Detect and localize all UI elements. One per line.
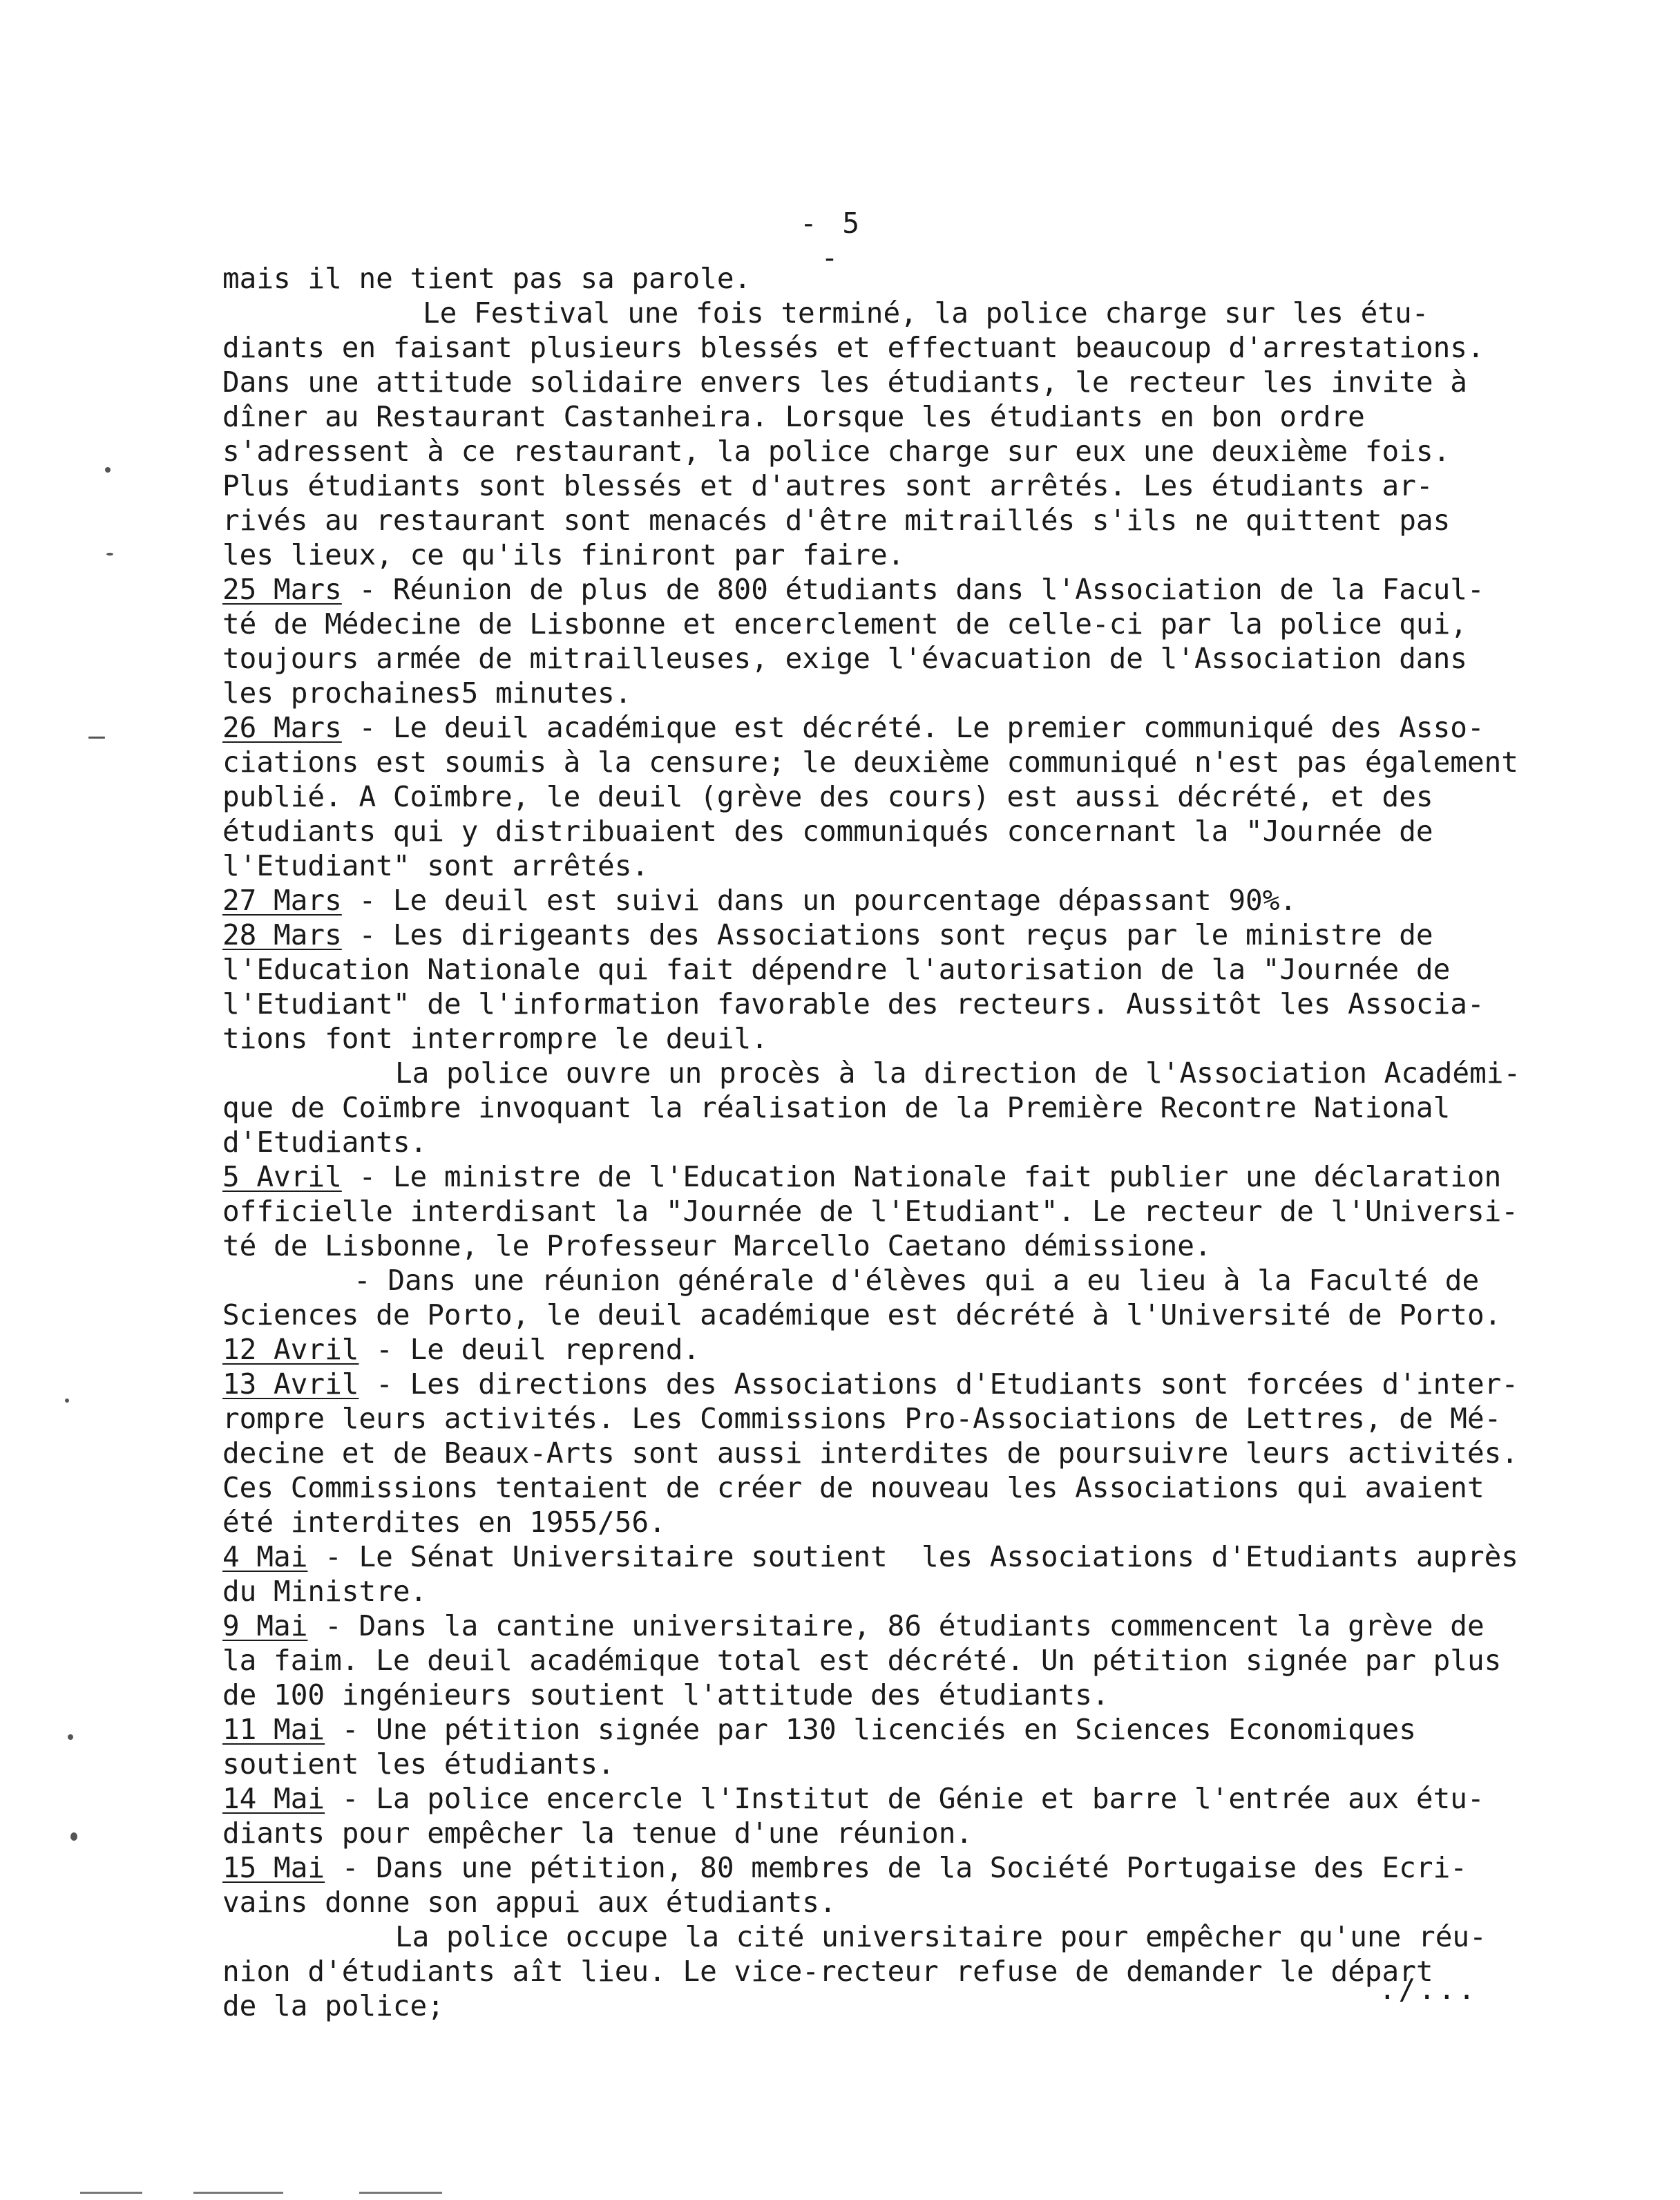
line-text: - Les directions des Associations d'Etudiants sont forcées d'inter- (359, 1367, 1519, 1401)
dated-entry (222, 1850, 1549, 1919)
line-text: les lieux, ce qu'ils finiront par faire. (222, 538, 905, 571)
line-text: - Le Sénat Universitaire soutient les Associations d'Etudiants auprès (307, 1540, 1518, 1573)
text-line (222, 676, 1549, 710)
dated-entry (222, 1367, 1549, 1539)
line-text: l'Etudiant" de l'information favorable des recteurs. Aussitôt les Associa- (222, 987, 1485, 1021)
text-line (222, 296, 1549, 330)
entry-date: 27 Mars (222, 884, 342, 917)
text-line (222, 1643, 1549, 1678)
text-line (222, 1159, 1549, 1194)
text-line (222, 399, 1549, 434)
line-text: s'adressent à ce restaurant, la police charge sur eux une deuxième fois. (222, 435, 1451, 468)
text-line (222, 330, 1549, 365)
text-line (222, 1609, 1549, 1643)
text-line (222, 261, 1549, 296)
continuation-mark: ./... (1379, 1973, 1478, 2006)
line-text: de la police; (222, 1989, 444, 2022)
text-line (222, 1747, 1549, 1781)
line-text: - Dans une pétition, 80 membres de la Société Portugaise des Ecri- (325, 1851, 1467, 1884)
entry-date: 4 Mai (222, 1540, 308, 1573)
dated-entry (222, 1712, 1549, 1781)
line-text: - Les dirigeants des Associations sont reçus par le ministre de (341, 918, 1433, 951)
text-line (222, 1436, 1549, 1470)
text-line (222, 1194, 1549, 1229)
line-text: Ces Commissions tentaient de créer de nouveau les Associations qui avaient (222, 1471, 1485, 1504)
scan-edge-mark (80, 2192, 142, 2194)
line-text: - Le deuil est suivi dans un pourcentage dépassant 90%. (341, 884, 1297, 917)
text-line (222, 1781, 1549, 1816)
dated-entry (222, 1332, 1549, 1367)
line-text: vains donne son appui aux étudiants. (222, 1886, 837, 1919)
text-line (222, 1919, 1549, 1954)
line-text: rivés au restaurant sont menacés d'être mitraillés s'ils ne quittent pas (222, 504, 1451, 537)
scan-speck (70, 1832, 77, 1841)
line-text: diants pour empêcher la tenue d'une réunion. (222, 1817, 973, 1850)
text-line (222, 814, 1549, 848)
dated-entry (222, 1609, 1549, 1712)
dated-entry (222, 1159, 1549, 1263)
scan-speck (106, 553, 113, 556)
text-line (222, 1125, 1549, 1159)
line-text: Le Festival une fois terminé, la police charge sur les étu- (423, 296, 1429, 330)
text-line (222, 1989, 1549, 2023)
line-text: publié. A Coïmbre, le deuil (grève des cours) est aussi décrété, et des (222, 780, 1433, 813)
line-text: - Le deuil académique est décrété. Le premier communiqué des Asso- (341, 711, 1485, 744)
line-text: d'Etudiants. (222, 1126, 428, 1159)
text-line (222, 1850, 1549, 1885)
text-line (222, 1954, 1549, 1989)
scan-speck (88, 737, 105, 739)
text-line (222, 572, 1549, 607)
text-line (222, 365, 1549, 399)
scan-speck (68, 1734, 73, 1740)
text-line (222, 952, 1549, 987)
line-text: té de Médecine de Lisbonne et encerclement de celle-ci par la police qui, (222, 607, 1467, 641)
line-text: du Ministre. (222, 1575, 428, 1608)
text-line (222, 1056, 1549, 1090)
text-line (222, 1574, 1549, 1609)
entry-date: 28 Mars (222, 918, 342, 951)
line-text: étudiants qui y distribuaient des communiqués concernant la "Journée de (222, 815, 1433, 848)
text-line (222, 468, 1549, 503)
line-text: l'Etudiant" sont arrêtés. (222, 849, 649, 882)
text-line (222, 1505, 1549, 1539)
line-text: l'Education Nationale qui fait dépendre l'autorisation de la "Journée de (222, 953, 1451, 986)
line-text: officielle interdisant la "Journée de l'Etudiant". Le recteur de l'Universi- (222, 1195, 1518, 1228)
entry-date: 26 Mars (222, 711, 342, 744)
text-line (222, 503, 1549, 538)
text-line (222, 1885, 1549, 1919)
text-line (222, 1539, 1549, 1574)
line-text: dîner au Restaurant Castanheira. Lorsque les étudiants en bon ordre (222, 400, 1365, 433)
line-text: La police ouvre un procès à la direction de l'Association Académi- (395, 1056, 1521, 1090)
entry-date: 12 Avril (222, 1333, 359, 1366)
line-text: rompre leurs activités. Les Commissions Pro-Associations de Lettres, de Mé- (222, 1402, 1502, 1435)
text-line (222, 987, 1549, 1021)
text-line (222, 848, 1549, 883)
line-text: ciations est soumis à la censure; le deuxième communiqué n'est pas également (222, 746, 1518, 779)
line-text: tions font interrompre le deuil. (222, 1022, 768, 1055)
text-line (222, 1263, 1549, 1298)
text-line (222, 1021, 1549, 1056)
text-line (222, 1090, 1549, 1125)
line-text: - La police encercle l'Institut de Génie et barre l'entrée aux étu- (325, 1782, 1485, 1815)
entry-date: 5 Avril (222, 1160, 342, 1193)
line-text: la faim. Le deuil académique total est décrété. Un pétition signée par plus (222, 1644, 1502, 1677)
text-line (222, 918, 1549, 952)
entry-date: 15 Mai (222, 1851, 325, 1884)
line-text: mais il ne tient pas sa parole. (222, 262, 752, 295)
line-text: - Le ministre de l'Education Nationale fait publier une déclaration (341, 1160, 1502, 1193)
entry-date: 14 Mai (222, 1782, 325, 1815)
dated-entry (222, 1781, 1549, 1850)
paragraph (222, 261, 1549, 296)
entry-date: 25 Mars (222, 573, 342, 606)
dated-entry (222, 710, 1549, 883)
paragraph (222, 1056, 1549, 1159)
text-line (222, 1816, 1549, 1850)
text-line (222, 883, 1549, 918)
dated-entry (222, 1539, 1549, 1609)
paragraph (222, 1919, 1549, 2023)
line-text: - Le deuil reprend. (359, 1333, 700, 1366)
text-line (222, 1678, 1549, 1712)
scan-speck (105, 467, 111, 473)
line-text: que de Coïmbre invoquant la réalisation de la Première Recontre National (222, 1091, 1451, 1124)
paragraph (222, 1263, 1549, 1332)
text-line (222, 434, 1549, 468)
entry-date: 11 Mai (222, 1713, 325, 1746)
entry-date: 9 Mai (222, 1609, 308, 1642)
line-text: té de Lisbonne, le Professeur Marcello Caetano démissione. (222, 1229, 1212, 1262)
dated-entry (222, 883, 1549, 918)
text-line (222, 607, 1549, 641)
text-line (222, 1298, 1549, 1332)
text-line (222, 779, 1549, 814)
dated-entry (222, 918, 1549, 1056)
line-text: decine et de Beaux-Arts sont aussi interdites de poursuivre leurs activités. (222, 1436, 1518, 1470)
line-text: de 100 ingénieurs soutient l'attitude des étudiants. (222, 1678, 1109, 1711)
text-line (222, 1712, 1549, 1747)
line-text: Dans une attitude solidaire envers les étudiants, le recteur les invite à (222, 366, 1467, 399)
text-line (222, 745, 1549, 779)
text-line (222, 538, 1549, 572)
dated-entry (222, 572, 1549, 710)
line-text: nion d'étudiants aît lieu. Le vice-recteur refuse de demander le départ (222, 1955, 1433, 1988)
line-text: Plus étudiants sont blessés et d'autres sont arrêtés. Les étudiants ar- (222, 469, 1433, 502)
paragraph (222, 296, 1549, 572)
text-line (222, 641, 1549, 676)
scan-speck (65, 1398, 69, 1403)
line-text: - Réunion de plus de 800 étudiants dans l'Association de la Facul- (341, 573, 1485, 606)
line-text: toujours armée de mitrailleuses, exige l'évacuation de l'Association dans (222, 642, 1467, 675)
line-text: les prochaines5 minutes. (222, 676, 632, 710)
line-text: été interdites en 1955/56. (222, 1506, 666, 1539)
line-text: - Une pétition signée par 130 licenciés en Sciences Economiques (325, 1713, 1416, 1746)
scan-edge-mark (193, 2192, 283, 2194)
text-line (222, 1229, 1549, 1263)
document-body (222, 261, 1549, 2023)
text-line (222, 710, 1549, 745)
text-line (222, 1367, 1549, 1401)
text-line (222, 1470, 1549, 1505)
line-text: - Dans une réunion générale d'élèves qui a eu lieu à la Faculté de (354, 1264, 1480, 1297)
entry-date: 13 Avril (222, 1367, 359, 1401)
text-line (222, 1401, 1549, 1436)
line-text: - Dans la cantine universitaire, 86 étudiants commencent la grève de (307, 1609, 1485, 1642)
scan-edge-mark (359, 2192, 442, 2194)
page-number: - 5 - (799, 207, 864, 274)
line-text: Sciences de Porto, le deuil académique est décrété à l'Université de Porto. (222, 1298, 1502, 1331)
line-text: soutient les étudiants. (222, 1747, 615, 1781)
text-line (222, 1332, 1549, 1367)
line-text: La police occupe la cité universitaire pour empêcher qu'une réu- (395, 1920, 1487, 1953)
line-text: diants en faisant plusieurs blessés et effectuant beaucoup d'arrestations. (222, 331, 1485, 364)
